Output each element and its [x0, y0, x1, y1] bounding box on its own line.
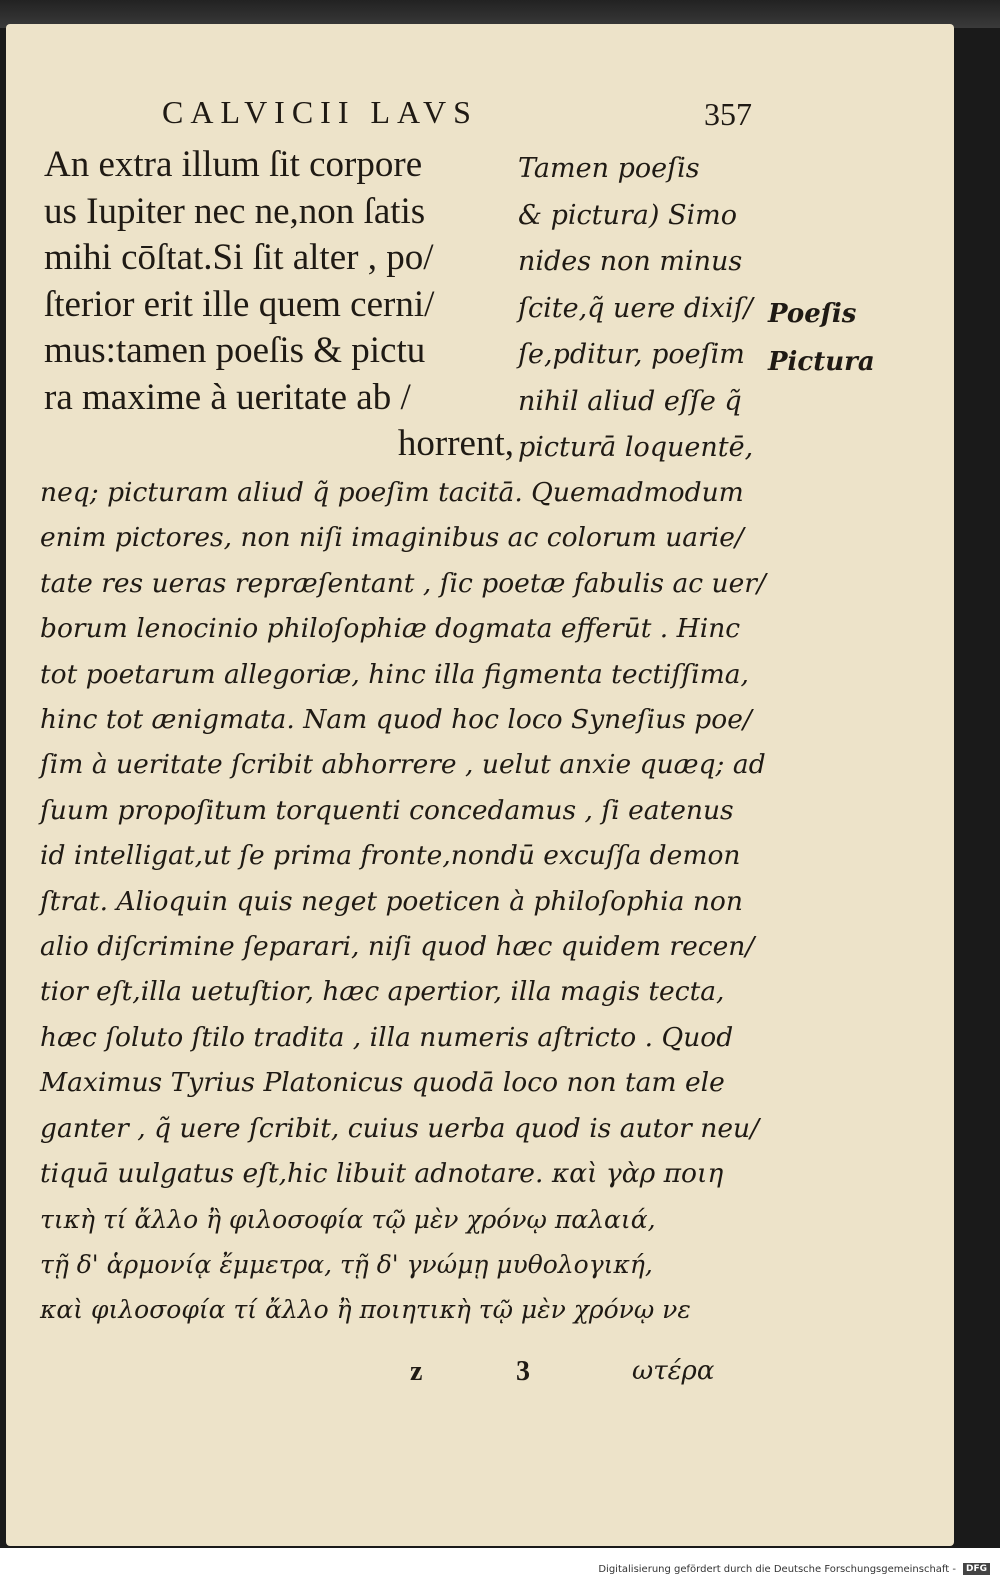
page-number: 357	[704, 96, 752, 132]
text-line: & pictura) Simo	[518, 199, 738, 231]
text-line: us Iupiter nec ne,non ſatis	[44, 190, 426, 232]
text-line: tior eſt,illa uetuſtior, hæc apertior, illa magis tecta,	[40, 976, 725, 1008]
text-line: mihi cōſtat.Si ſit alter , po/	[44, 237, 434, 278]
text-line: hinc tot ænigmata. Nam quod hoc loco Syneſius poe/	[40, 704, 752, 736]
text-line: An extra illum ſit corpore	[44, 144, 423, 185]
greek-line: τικὴ τί ἄλλο ἢ φιλοσοφία τῷ μὲν χρόνῳ παλαιά,	[40, 1204, 656, 1234]
text-line: horrent,	[397, 423, 514, 464]
running-title: CALVICII LAVS	[162, 94, 478, 130]
dfg-logo: DFG	[963, 1563, 990, 1575]
margin-note-pictura: Pictura	[768, 347, 875, 377]
text-line: neq; picturam aliud q̃ poeſim tacitā. Quemadmodum	[40, 477, 744, 508]
greek-line: τῇ δ' ἁρμονίᾳ ἔμμετρα, τῇ δ' γνώμῃ μυθολογική,	[40, 1249, 653, 1279]
text-line: hæc ſoluto ſtilo tradita , illa numeris aſtricto . Quod	[40, 1021, 734, 1053]
commentary-column	[518, 146, 768, 472]
text-line: mus:tamen poeſis & pictu	[44, 330, 426, 371]
margin-notes	[768, 290, 875, 386]
text-line: tiquā uulgatus eſt,hic libuit adnotare. καὶ γὰρ ποιη	[40, 1158, 724, 1190]
text-line: id intelligat,ut ſe prima fronte,nondū excuſſa demon	[40, 840, 741, 872]
text-line: alio diſcrimine ſeparari, niſi quod hæc quidem recen/	[40, 931, 755, 963]
text-line: ſim à ueritate ſcribit abhorrere , uelut anxie quæq; ad	[40, 749, 766, 781]
digitization-credit: Digitalisierung gefördert durch die Deutsche Forschungsgemeinschaft -	[598, 1564, 956, 1575]
text-line: Maximus Tyrius Platonicus quodā loco non tam ele	[40, 1067, 725, 1099]
text-line: borum lenocinio philoſophiæ dogmata efferūt . Hinc	[40, 613, 741, 645]
text-line: ſterior erit ille quem cerni/	[44, 283, 435, 325]
text-line: nihil aliud eſſe q̃	[518, 385, 742, 417]
text-line: tot poetarum allegoriæ, hinc illa figmenta tectiſſima,	[40, 658, 749, 690]
margin-note-poesis: Poeſis	[768, 299, 857, 329]
catchword: ωτέρα	[632, 1356, 715, 1386]
text-line: ſcite,q̃ uere dixiſ/	[518, 292, 753, 324]
body-text	[40, 470, 766, 1333]
text-line: ſuum propoſitum torquenti concedamus , ſi eatenus	[40, 794, 734, 826]
signature-letter: z	[410, 1356, 423, 1387]
text-line: picturā loquentē,	[518, 432, 754, 463]
text-line: ſe,pditur, poeſim	[518, 339, 745, 370]
signature-number: 3	[516, 1356, 530, 1387]
text-line: tate res ueras repræſentant , ſic poetæ fabulis ac uer/	[40, 567, 766, 599]
text-line: ſtrat. Alioquin quis neget poeticen à philoſophia non	[40, 885, 743, 917]
text-line: ra maxime à ueritate ab /	[44, 376, 411, 418]
text-line: ganter , q̃ uere ſcribit, cuius uerba quod is autor neu/	[40, 1112, 759, 1144]
greek-line: καὶ φιλοσοφία τί ἄλλο ἢ ποιητικὴ τῷ μὲν χρόνῳ νε	[40, 1295, 691, 1325]
roman-text-column	[44, 142, 514, 468]
greek-quotation	[40, 1197, 750, 1333]
text-line: nides non minus	[518, 246, 743, 277]
text-line: enim pictores, non niſi imaginibus ac colorum uarie/	[40, 522, 744, 554]
text-line: Tamen poeſis	[518, 153, 700, 184]
